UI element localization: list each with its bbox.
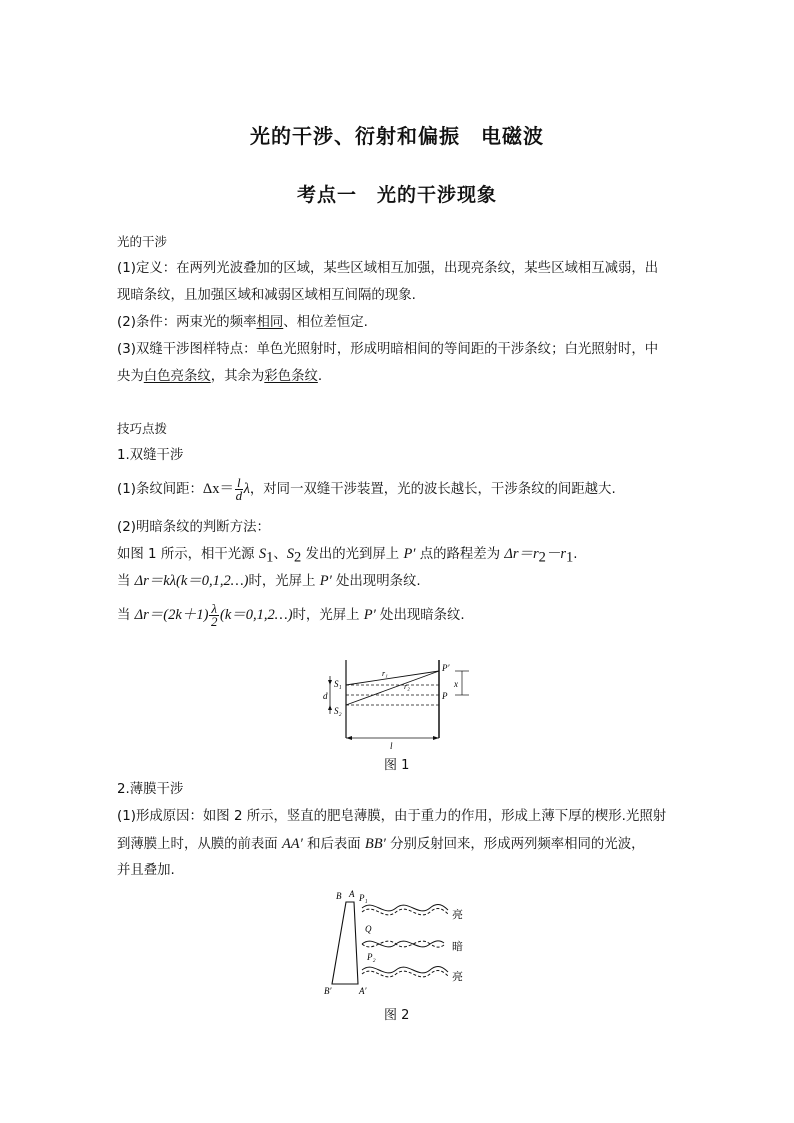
r2-subscript: 2 [538,549,546,566]
label-b-prime: B′ [324,986,332,996]
wave-p2-solid [362,966,448,972]
feature-text: 央为 [117,369,144,384]
figure1-description [117,545,578,567]
figure2-thin-film-diagram [318,888,478,1000]
figure1-double-slit-diagram [318,652,498,752]
bb-prime-symbol: BB′ [364,836,386,852]
wave-p2-dashed [362,970,448,976]
bright-suffix: 处出现明条纹. [331,574,421,589]
tips-heading: 技巧点拨 [117,421,168,436]
condition-suffix: 、相位差恒定. [283,315,368,330]
label-q: Q [365,924,372,934]
wave-p1-solid [362,904,448,910]
bright-condition [117,572,421,591]
fraction-l-over-d [235,474,243,503]
label-b: B [336,891,342,901]
p-prime-symbol: P′ [403,546,416,562]
s1-symbol: S [258,546,267,562]
s2-symbol: S [286,546,294,562]
spacing-formula-line [117,475,616,504]
label-a: A [349,889,355,899]
label-bright-2: 亮 [452,971,463,983]
arrow-head [433,736,439,740]
spacing-suffix: ，对同一双缝干涉装置，光的波长越长，干涉条纹的间距越大. [249,482,616,497]
p-prime-symbol: P′ [363,607,376,623]
lambda-symbol: λ [243,481,250,497]
line2-suffix: 分别反射回来，形成两列频率相同的光波， [385,837,645,852]
line2-prefix: 到薄膜上时，从膜的前表面 [117,837,282,852]
definition-line-2: 现暗条纹，且加强区域和减弱区域相互间隔的现象. [117,288,416,303]
condition-underlined: 相同 [256,315,284,330]
thin-film-line-3: 并且叠加. [117,863,175,878]
label-p-prime: P′ [442,663,450,673]
condition-line [117,314,368,332]
dark-suffix: 处出现暗条纹. [375,608,465,623]
interference-heading: 光的干涉 [117,234,168,249]
fraction-denominator: 2 [210,613,218,629]
thin-film-heading: 2.薄膜干涉 [117,782,184,797]
figure2-caption: 图 2 [384,1008,410,1023]
fig1-text-mid2: 点的路程差为 [415,547,505,562]
dark-prefix: 当 [117,608,135,623]
method-heading: (2)明暗条纹的判断方法： [117,520,270,535]
spacing-prefix: (1)条纹间距： [117,482,203,497]
soap-film-wedge [332,902,358,984]
path-difference-expr: Δr＝r [504,546,539,562]
section-title: 考点一 光的干涉现象 [296,184,497,206]
white-fringe-underlined: 白色亮条纹 [143,369,211,384]
fraction-numerator: l [237,474,241,490]
figure1-caption: 图 1 [384,758,410,773]
label-dark: 暗 [452,941,463,953]
bright-prefix: 当 [117,574,135,589]
colored-fringe-underlined: 彩色条纹 [264,369,318,384]
ray-r1 [346,671,439,685]
period: . [573,547,578,562]
dark-text: 时，光屏上 [292,608,364,623]
thin-film-line-2 [117,835,645,854]
double-slit-heading: 1.双缝干涉 [117,448,184,463]
s2-subscript: 2 [293,549,302,566]
arrow-head [346,736,352,740]
fraction-lambda-over-2 [209,600,219,629]
fraction-numerator: λ [211,600,218,616]
wave-q-solid [362,941,444,947]
label-d: d [323,691,328,701]
dark-expr-k: (k＝0,1,2…) [220,607,293,623]
label-a-prime: A′ [359,986,367,996]
line2-mid: 和后表面 [302,837,365,852]
label-l: l [390,741,393,751]
fig1-text-mid: 发出的光到屏上 [301,547,404,562]
r1-subscript: 1 [566,549,574,566]
arrow-head [328,705,332,710]
page-title: 光的干涉、衍射和偏振 电磁波 [250,124,544,148]
label-p1: P₁ [359,893,368,903]
aa-prime-symbol: AA′ [281,836,303,852]
bright-expr: Δr＝kλ(k＝0,1,2…) [134,573,249,589]
label-bright-1: 亮 [452,909,463,921]
s1-subscript: 1 [266,549,274,566]
wave-p1-dashed [362,908,448,914]
label-s1: S₁ [334,679,342,689]
definition-line-1: (1)定义：在两列光波叠加的区域，某些区域相互加强，出现亮条纹，某些区域相互减弱，出 [117,261,659,276]
double-slit-feature-line-1: (3)双缝干涉图样特点：单色光照射时，形成明暗相间的等间距的干涉条纹；白光照射时，中 [117,342,659,357]
feature-text-end: . [317,369,323,384]
fraction-denominator: d [235,487,243,503]
double-slit-feature-line-2 [117,368,322,386]
delta-x: Δx＝ [202,481,234,497]
label-r2: r₂ [404,682,410,691]
bright-text: 时，光屏上 [248,574,320,589]
p-prime-symbol: P′ [319,573,332,589]
label-s2: S₂ [334,706,342,716]
arrow-head [328,680,332,685]
ray-r2 [346,671,439,705]
condition-prefix: (2)条件：两束光的频率 [117,315,257,330]
thin-film-line-1: (1)形成原因：如图 2 所示，竖直的肥皂薄膜，由于重力的作用，形成上薄下厚的楔形.光照射 [117,809,667,824]
dark-condition [117,600,465,631]
label-r1: r₁ [382,669,388,678]
feature-text-mid: ，其余为 [210,369,265,384]
label-x: x [454,679,458,689]
dark-expr: Δr＝(2k＋1) [134,607,209,623]
label-p: P [442,691,448,701]
label-p2: P₂ [367,952,376,962]
separator: 、 [273,547,287,562]
minus-r1: －r [545,546,567,562]
fig1-text: 如图 1 所示，相干光源 [117,547,259,562]
